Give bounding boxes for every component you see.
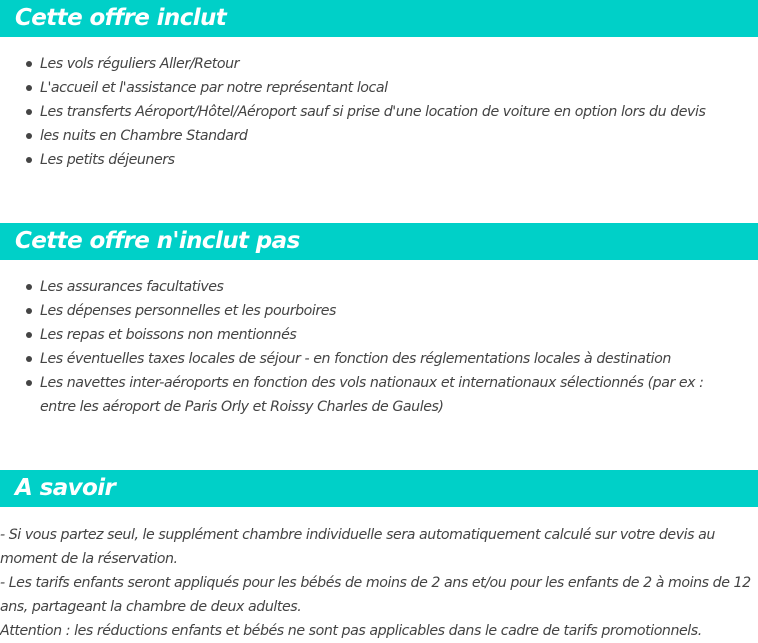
section-header-included — [0, 0, 758, 37]
list-item: les nuits en Chambre Standard — [0, 124, 758, 148]
included-list — [0, 52, 758, 172]
section-title-not-included: Cette offre n'inclut pas — [15, 228, 300, 254]
info-paragraph: - Les tarifs enfants seront appliqués pour les bébés de moins de 2 ans et/ou pour les enfants de 2 à moins de 12 ans, partageant la chambre de deux adultes. — [0, 575, 751, 615]
bullet-icon — [26, 332, 32, 338]
bullet-icon — [26, 284, 32, 290]
section-title-included: Cette offre inclut — [15, 5, 227, 31]
not-included-list — [0, 275, 758, 419]
bullet-icon — [26, 61, 32, 67]
bullet-icon — [26, 85, 32, 91]
bullet-icon — [26, 157, 32, 163]
bullet-icon — [26, 109, 32, 115]
list-item: L'accueil et l'assistance par notre représentant local — [0, 76, 758, 100]
list-item: Les transferts Aéroport/Hôtel/Aéroport sauf si prise d'une location de voiture en option lors du devis — [0, 100, 758, 124]
list-item: Les éventuelles taxes locales de séjour - en fonction des réglementations locales à destination — [0, 347, 758, 371]
section-header-good-to-know — [0, 470, 758, 507]
list-item: Les dépenses personnelles et les pourboires — [0, 299, 758, 323]
list-item: Les assurances facultatives — [0, 275, 758, 299]
bullet-icon — [26, 133, 32, 139]
list-item: Les navettes inter-aéroports en fonction des vols nationaux et internationaux sélectionnés (par ex : entre les aéroport de Paris Orly et Roissy Charles de Gaules) — [0, 371, 758, 419]
list-item: Les petits déjeuners — [0, 148, 758, 172]
list-item: Les repas et boissons non mentionnés — [0, 323, 758, 347]
info-paragraph: - Si vous partez seul, le supplément chambre individuelle sera automatiquement calculé sur votre devis au moment de la réservation. — [0, 527, 715, 567]
bullet-icon — [26, 380, 32, 386]
section-title-good-to-know: A savoir — [15, 475, 116, 501]
bullet-icon — [26, 356, 32, 362]
good-to-know-text — [0, 523, 758, 643]
info-paragraph: Attention : les réductions enfants et bébés ne sont pas applicables dans le cadre de tarifs promotionnels. — [0, 623, 702, 639]
section-header-not-included — [0, 223, 758, 260]
list-item: Les vols réguliers Aller/Retour — [0, 52, 758, 76]
bullet-icon — [26, 308, 32, 314]
